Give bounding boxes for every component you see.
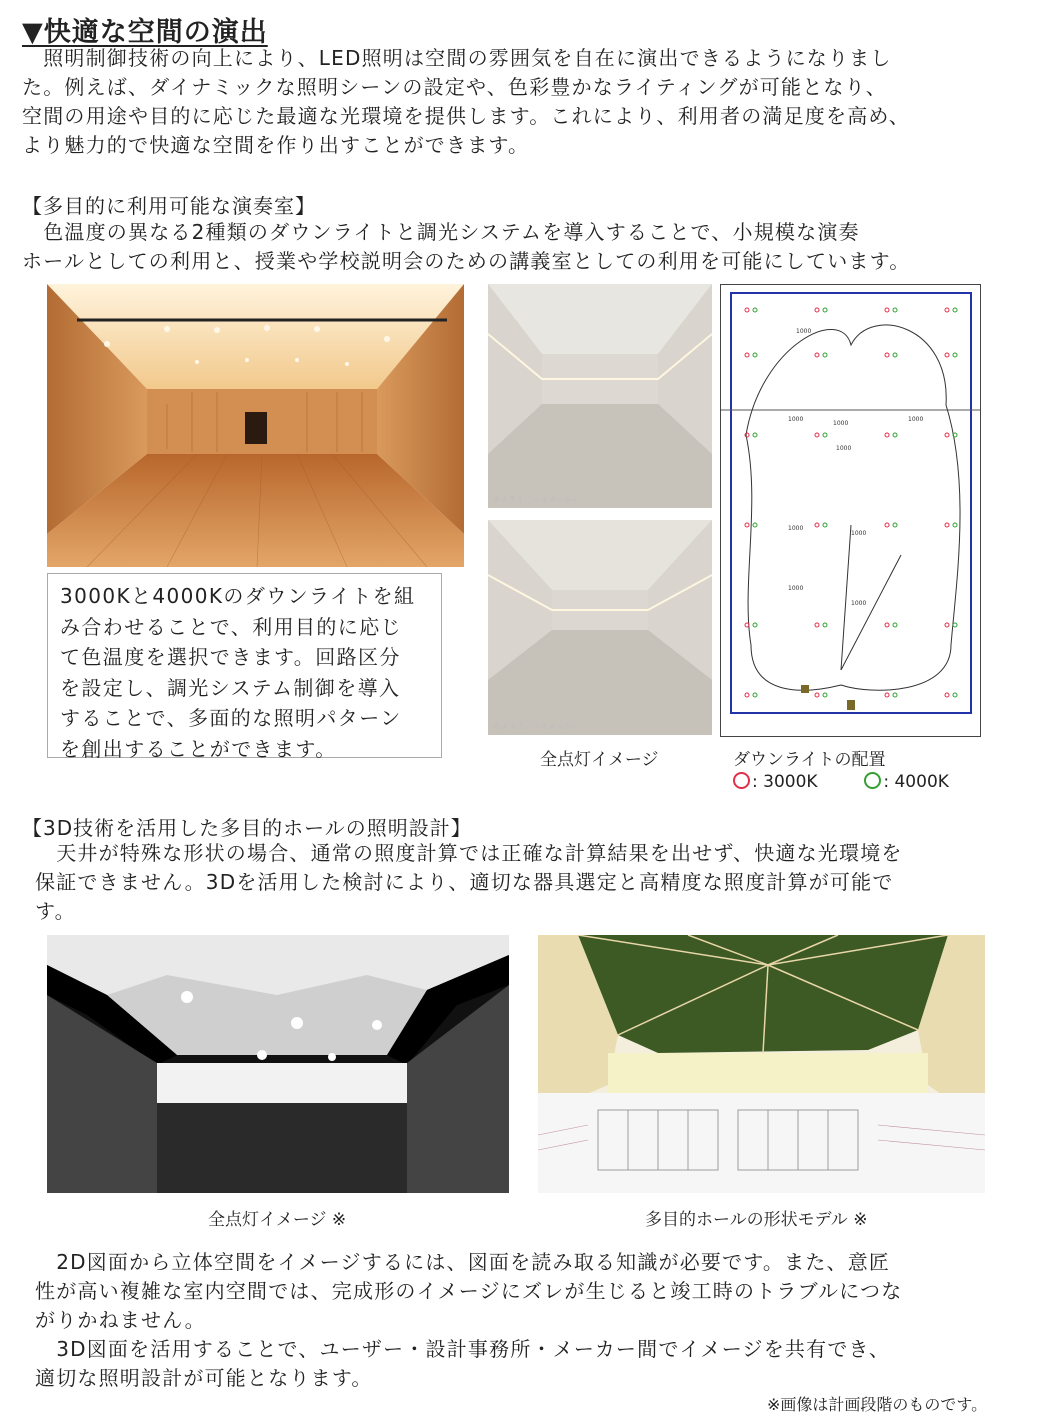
closing-line: 2D図面から立体空間をイメージするには、図面を読み取る知識が必要です。また、意匠 xyxy=(35,1250,891,1274)
illuminance-label: 1000 xyxy=(788,585,804,592)
downlight-marker xyxy=(893,433,897,437)
plan-drawing xyxy=(721,285,980,736)
illuminance-label: 1000 xyxy=(796,328,812,335)
downlight-marker xyxy=(815,433,819,437)
downlight-marker xyxy=(945,353,949,357)
downlight-marker xyxy=(815,353,819,357)
legend-label-4000k: : 4000K xyxy=(883,772,949,792)
section2-line: 天井が特殊な形状の場合、通常の照度計算では正確な計算結果を出せず、快適な光環境を xyxy=(35,841,903,865)
caption-3d-lighting: 全点灯イメージ ※ xyxy=(208,1210,347,1230)
section1-line: 色温度の異なる2種類のダウンライトと調光システムを導入することで、小規模な演奏 xyxy=(22,220,860,244)
callout-line: することで、多面的な照明パターン xyxy=(60,706,402,730)
downlight-marker xyxy=(885,353,889,357)
downlight-marker xyxy=(893,523,897,527)
downlight-marker xyxy=(823,308,827,312)
downlight-marker xyxy=(823,433,827,437)
intro-line: より魅力的で快適な空間を作り出すことができます。 xyxy=(22,133,530,157)
downlight-marker xyxy=(945,623,949,627)
callout-line: 3000Kと4000Kのダウンライトを組 xyxy=(60,584,416,608)
callout-line: を創出することができます。 xyxy=(60,736,337,761)
illuminance-label: 1000 xyxy=(788,416,804,423)
legend-red-ring-icon xyxy=(733,772,750,789)
render-3d-lighting xyxy=(47,935,509,1193)
downlight-marker xyxy=(815,308,819,312)
section1-paragraph xyxy=(22,218,910,276)
downlight-marker xyxy=(815,523,819,527)
caption-full-lighting: 全点灯イメージ xyxy=(540,750,659,770)
callout-box xyxy=(47,573,442,761)
downlight-marker xyxy=(823,353,827,357)
downlight-marker xyxy=(885,693,889,697)
legend xyxy=(733,772,949,792)
downlight-marker xyxy=(953,523,957,527)
section1-line: ホールとしての利用と、授業や学校説明会のための講義室としての利用を可能にしています。 xyxy=(22,249,911,273)
section2-line: す。 xyxy=(35,899,76,923)
music-room-photo xyxy=(47,284,464,567)
illuminance-label: 1000 xyxy=(788,525,804,532)
caption-shape-model: 多目的ホールの形状モデル ※ xyxy=(645,1210,868,1230)
illuminance-label: 1000 xyxy=(836,445,852,452)
downlight-marker xyxy=(885,523,889,527)
downlight-marker xyxy=(945,308,949,312)
downlight-layout-plan xyxy=(720,284,981,737)
section1-heading: 【多目的に利用可能な演奏室】 xyxy=(22,194,316,218)
downlight-marker xyxy=(745,523,749,527)
render-camera2 xyxy=(488,520,712,735)
callout-line: て色温度を選択できます。回路区分 xyxy=(60,645,401,669)
closing-line: 適切な照明設計が可能となります。 xyxy=(35,1366,373,1390)
downlight-marker xyxy=(745,308,749,312)
downlight-marker xyxy=(745,693,749,697)
section-title: ▼快適な空間の演出 xyxy=(22,17,268,48)
illuminance-label: 1000 xyxy=(833,420,849,427)
downlight-marker xyxy=(885,623,889,627)
hall-shape-model xyxy=(538,935,985,1193)
downlight-marker xyxy=(823,523,827,527)
downlight-marker xyxy=(945,523,949,527)
closing-line: 3D図面を活用することで、ユーザー・設計事務所・メーカー間でイメージを共有でき、 xyxy=(35,1337,891,1361)
intro-line: 照明制御技術の向上により、LED照明は空間の雰囲気を自在に演出できるようになりまし xyxy=(22,46,892,70)
downlight-marker xyxy=(753,523,757,527)
downlight-marker xyxy=(815,693,819,697)
closing-line: がりかねません。 xyxy=(35,1308,206,1332)
closing-paragraph xyxy=(35,1248,902,1393)
downlight-marker xyxy=(945,433,949,437)
downlight-marker xyxy=(753,623,757,627)
downlight-marker xyxy=(815,623,819,627)
illuminance-label: 1000 xyxy=(851,530,867,537)
section2-heading: 【3D技術を活用した多目的ホールの照明設計】 xyxy=(22,816,472,840)
downlight-marker xyxy=(953,693,957,697)
render-camera1 xyxy=(488,284,712,508)
section2-line: 保証できません。3Dを活用した検討により、適切な器具選定と高精度な照度計算が可能で xyxy=(35,870,894,894)
downlight-marker xyxy=(745,353,749,357)
illuminance-label: 1000 xyxy=(908,416,924,423)
downlight-marker xyxy=(823,693,827,697)
section2-paragraph xyxy=(35,839,903,926)
legend-green-ring-icon xyxy=(864,772,881,789)
downlight-marker xyxy=(893,693,897,697)
downlight-marker xyxy=(953,353,957,357)
downlight-marker xyxy=(753,433,757,437)
closing-line: 性が高い複雑な室内空間では、完成形のイメージにズレが生じると竣工時のトラブルにつな xyxy=(35,1279,903,1303)
downlight-marker xyxy=(885,433,889,437)
downlight-marker xyxy=(893,623,897,627)
intro-line: た。例えば、ダイナミックな照明シーンの設定や、色彩豊かなライティングが可能となり、 xyxy=(22,75,887,99)
render-label: カメラ２ ーイメージー xyxy=(492,722,580,731)
downlight-marker xyxy=(753,353,757,357)
intro-paragraph xyxy=(22,44,910,160)
downlight-marker xyxy=(953,308,957,312)
render-label: カメラ１ ーイメージー xyxy=(492,495,580,504)
downlight-marker xyxy=(893,353,897,357)
legend-label-3000k: : 3000K xyxy=(752,772,818,792)
caption-downlight-layout: ダウンライトの配置 xyxy=(733,750,886,770)
intro-line: 空間の用途や目的に応じた最適な光環境を提供します。これにより、利用者の満足度を高め、 xyxy=(22,104,910,128)
downlight-marker xyxy=(753,308,757,312)
footnote: ※画像は計画段階のものです。 xyxy=(767,1395,988,1414)
downlight-marker xyxy=(753,693,757,697)
downlight-marker xyxy=(945,693,949,697)
downlight-marker xyxy=(953,623,957,627)
callout-line: み合わせることで、利用目的に応じ xyxy=(60,614,402,639)
downlight-marker xyxy=(823,623,827,627)
downlight-marker xyxy=(885,308,889,312)
illuminance-label: 1000 xyxy=(851,600,867,607)
callout-line: を設定し、調光システム制御を導入 xyxy=(60,675,401,700)
downlight-marker xyxy=(893,308,897,312)
